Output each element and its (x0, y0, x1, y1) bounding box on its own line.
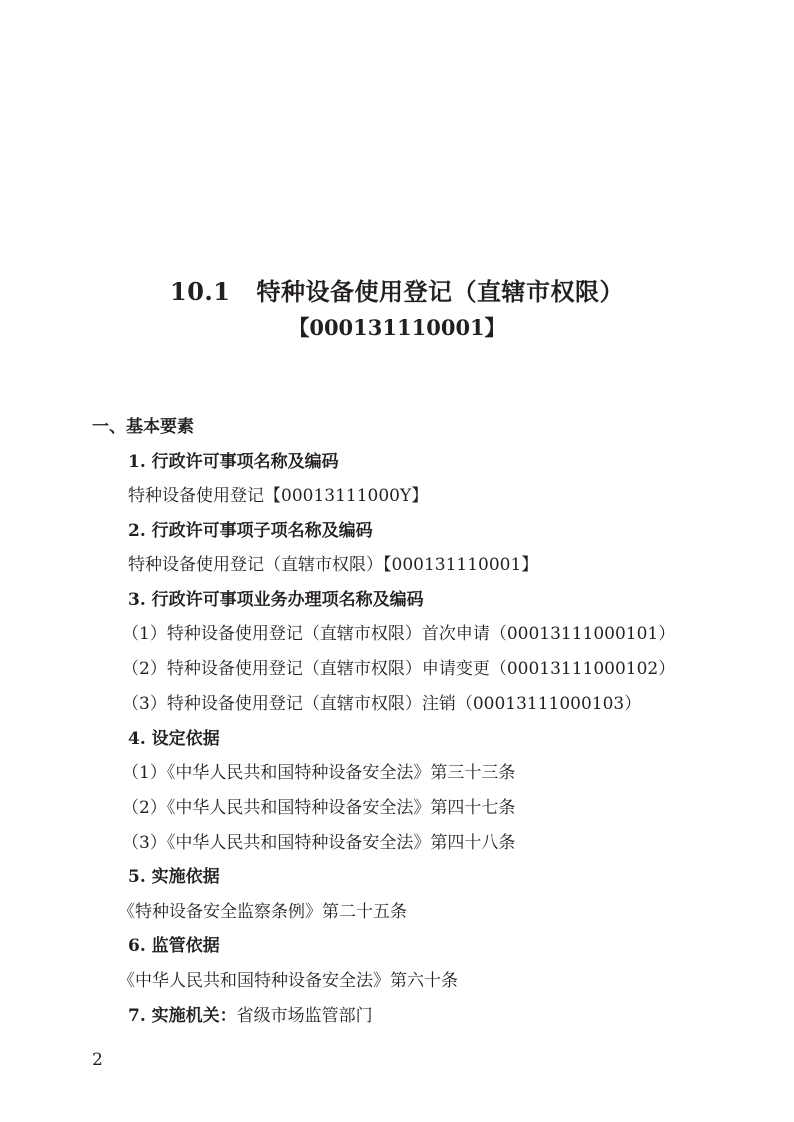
section-title-text: 特种设备使用登记（直辖市权限） (256, 277, 624, 306)
item-3-heading: 3. 行政许可事项业务办理项名称及编码 (128, 590, 424, 610)
item-5-heading: 5. 实施依据 (128, 867, 220, 887)
item-6-content: 《中华人民共和国特种设备安全法》第六十条 (118, 971, 458, 991)
item-7-heading: 7. 实施机关： (128, 1006, 237, 1026)
item-4-heading: 4. 设定依据 (128, 729, 220, 749)
section-title (0, 274, 794, 310)
item-3-line-2: （2）特种设备使用登记（直辖市权限）申请变更（00013111000102） (122, 659, 676, 679)
item-2-heading: 2. 行政许可事项子项名称及编码 (128, 521, 373, 541)
item-6-heading: 6. 监管依据 (128, 936, 220, 956)
section-code: 【000131110001】 (288, 315, 506, 340)
item-4-line-3: （3）《中华人民共和国特种设备安全法》第四十八条 (122, 833, 516, 853)
item-4-line-2: （2）《中华人民共和国特种设备安全法》第四十七条 (122, 798, 516, 818)
page-number: 2 (92, 1050, 103, 1070)
item-1-content: 特种设备使用登记【00013111000Y】 (128, 486, 429, 506)
item-1-heading: 1. 行政许可事项名称及编码 (128, 452, 339, 472)
item-3-line-3: （3）特种设备使用登记（直辖市权限）注销（00013111000103） (122, 694, 642, 714)
item-2-content: 特种设备使用登记（直辖市权限）【000131110001】 (128, 555, 539, 575)
heading-basic-elements: 一、基本要素 (92, 417, 194, 437)
item-5-content: 《特种设备安全监察条例》第二十五条 (118, 902, 407, 922)
item-4-line-1: （1）《中华人民共和国特种设备安全法》第三十三条 (122, 763, 516, 783)
item-7-content: 省级市场监管部门 (236, 1006, 373, 1026)
item-7 (128, 1003, 373, 1029)
item-3-line-1: （1）特种设备使用登记（直辖市权限）首次申请（00013111000101） (122, 624, 676, 644)
section-number: 10.1 (170, 277, 231, 306)
